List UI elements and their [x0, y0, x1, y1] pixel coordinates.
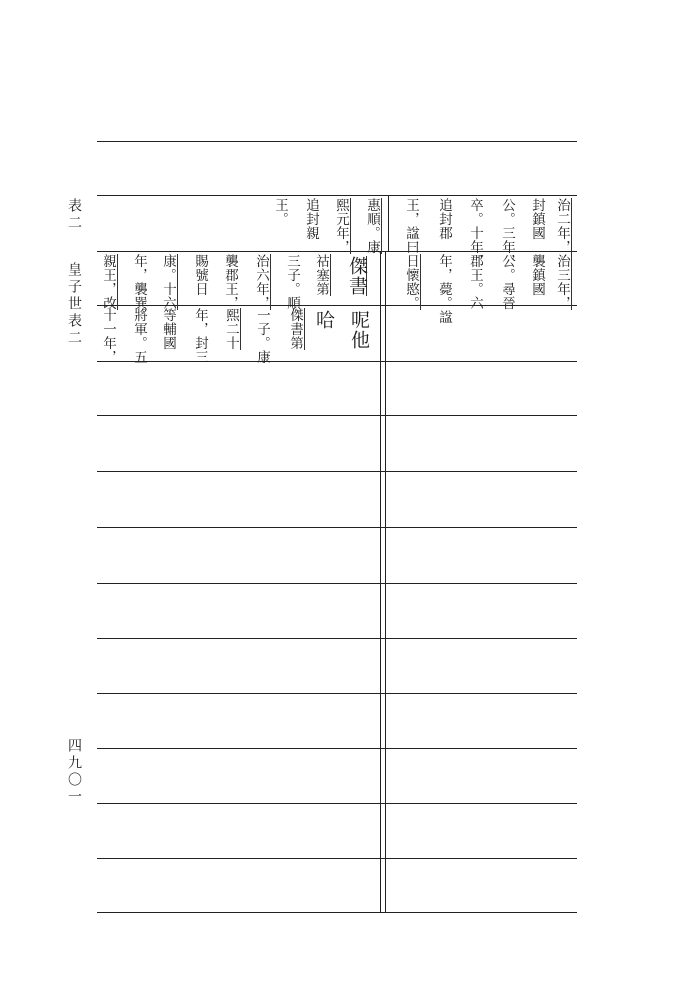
- row-rule-4: [97, 361, 577, 362]
- third-row-column: 等輔國: [160, 308, 176, 350]
- person-name: 呢他: [348, 310, 370, 350]
- top-row-column: 卒。十年，: [467, 198, 483, 268]
- third-row-column: 將軍。五: [131, 308, 147, 364]
- section-title: 皇子世表二: [66, 262, 82, 347]
- top-row-column: 熙元年，: [333, 198, 349, 254]
- third-row-column: 十一年，: [100, 308, 116, 364]
- row-rule-5: [97, 415, 577, 416]
- top-row-divider: [388, 195, 389, 251]
- third-row-column: 一子。康: [254, 308, 270, 364]
- top-row-column: 封鎮國: [529, 198, 545, 240]
- top-row-column: 追封親: [303, 198, 319, 240]
- top-row-column: 追封郡: [436, 198, 452, 240]
- second-row-right-column: 公。尋晉: [499, 254, 515, 310]
- second-row-right-column: 郡王。六: [467, 254, 483, 310]
- second-row-left-column: 康。十六: [160, 254, 176, 310]
- second-row-left-column: 祜塞第: [313, 254, 329, 296]
- top-row-column: 治二年，: [554, 198, 570, 254]
- row-rule-6: [97, 471, 577, 472]
- person-sub-name: 哈: [313, 310, 335, 330]
- top-row-column: 公。三年，: [499, 198, 515, 268]
- second-row-right-column: 治三年，: [554, 254, 570, 310]
- table-label: 表二: [66, 198, 82, 232]
- row-rule-13: [97, 858, 577, 859]
- row-rule-9: [97, 638, 577, 639]
- second-row-right-column: 日懷愍。: [403, 254, 419, 310]
- top-row-column: 王。: [272, 198, 288, 226]
- second-row-left-column: 年，襲巽: [131, 254, 147, 310]
- second-row-left-column: 親王，改: [100, 254, 116, 310]
- second-row-left-column: 襲郡王，: [222, 254, 238, 310]
- third-row-column: 傑書第: [287, 308, 303, 350]
- page-number: 四九〇一: [66, 738, 82, 806]
- row-rule-8: [97, 583, 577, 584]
- top-rule: [97, 141, 577, 142]
- second-row-left-column: 治六年，: [253, 254, 269, 310]
- row-rule-12: [97, 803, 577, 804]
- third-row-column: 熙二十: [223, 308, 239, 350]
- row-rule-1: [97, 195, 577, 196]
- person-name: 傑書: [346, 256, 368, 296]
- bottom-rule: [97, 912, 577, 913]
- top-row-column: 惠順。康: [364, 198, 380, 254]
- row-rule-11: [97, 748, 577, 749]
- column-divider-right: [385, 251, 386, 912]
- column-divider-left: [380, 251, 381, 912]
- second-row-left-column: 三子。順: [284, 254, 300, 310]
- second-row-right-column: 襲鎮國: [529, 254, 545, 296]
- row-rule-7: [97, 527, 577, 528]
- row-rule-10: [97, 693, 577, 694]
- third-row-column: 年，封三: [192, 308, 208, 364]
- top-row-column: 王，諡曰: [403, 198, 419, 254]
- second-row-right-column: 年，薨。諡: [436, 254, 452, 324]
- second-row-left-column: 賜號日: [192, 254, 208, 296]
